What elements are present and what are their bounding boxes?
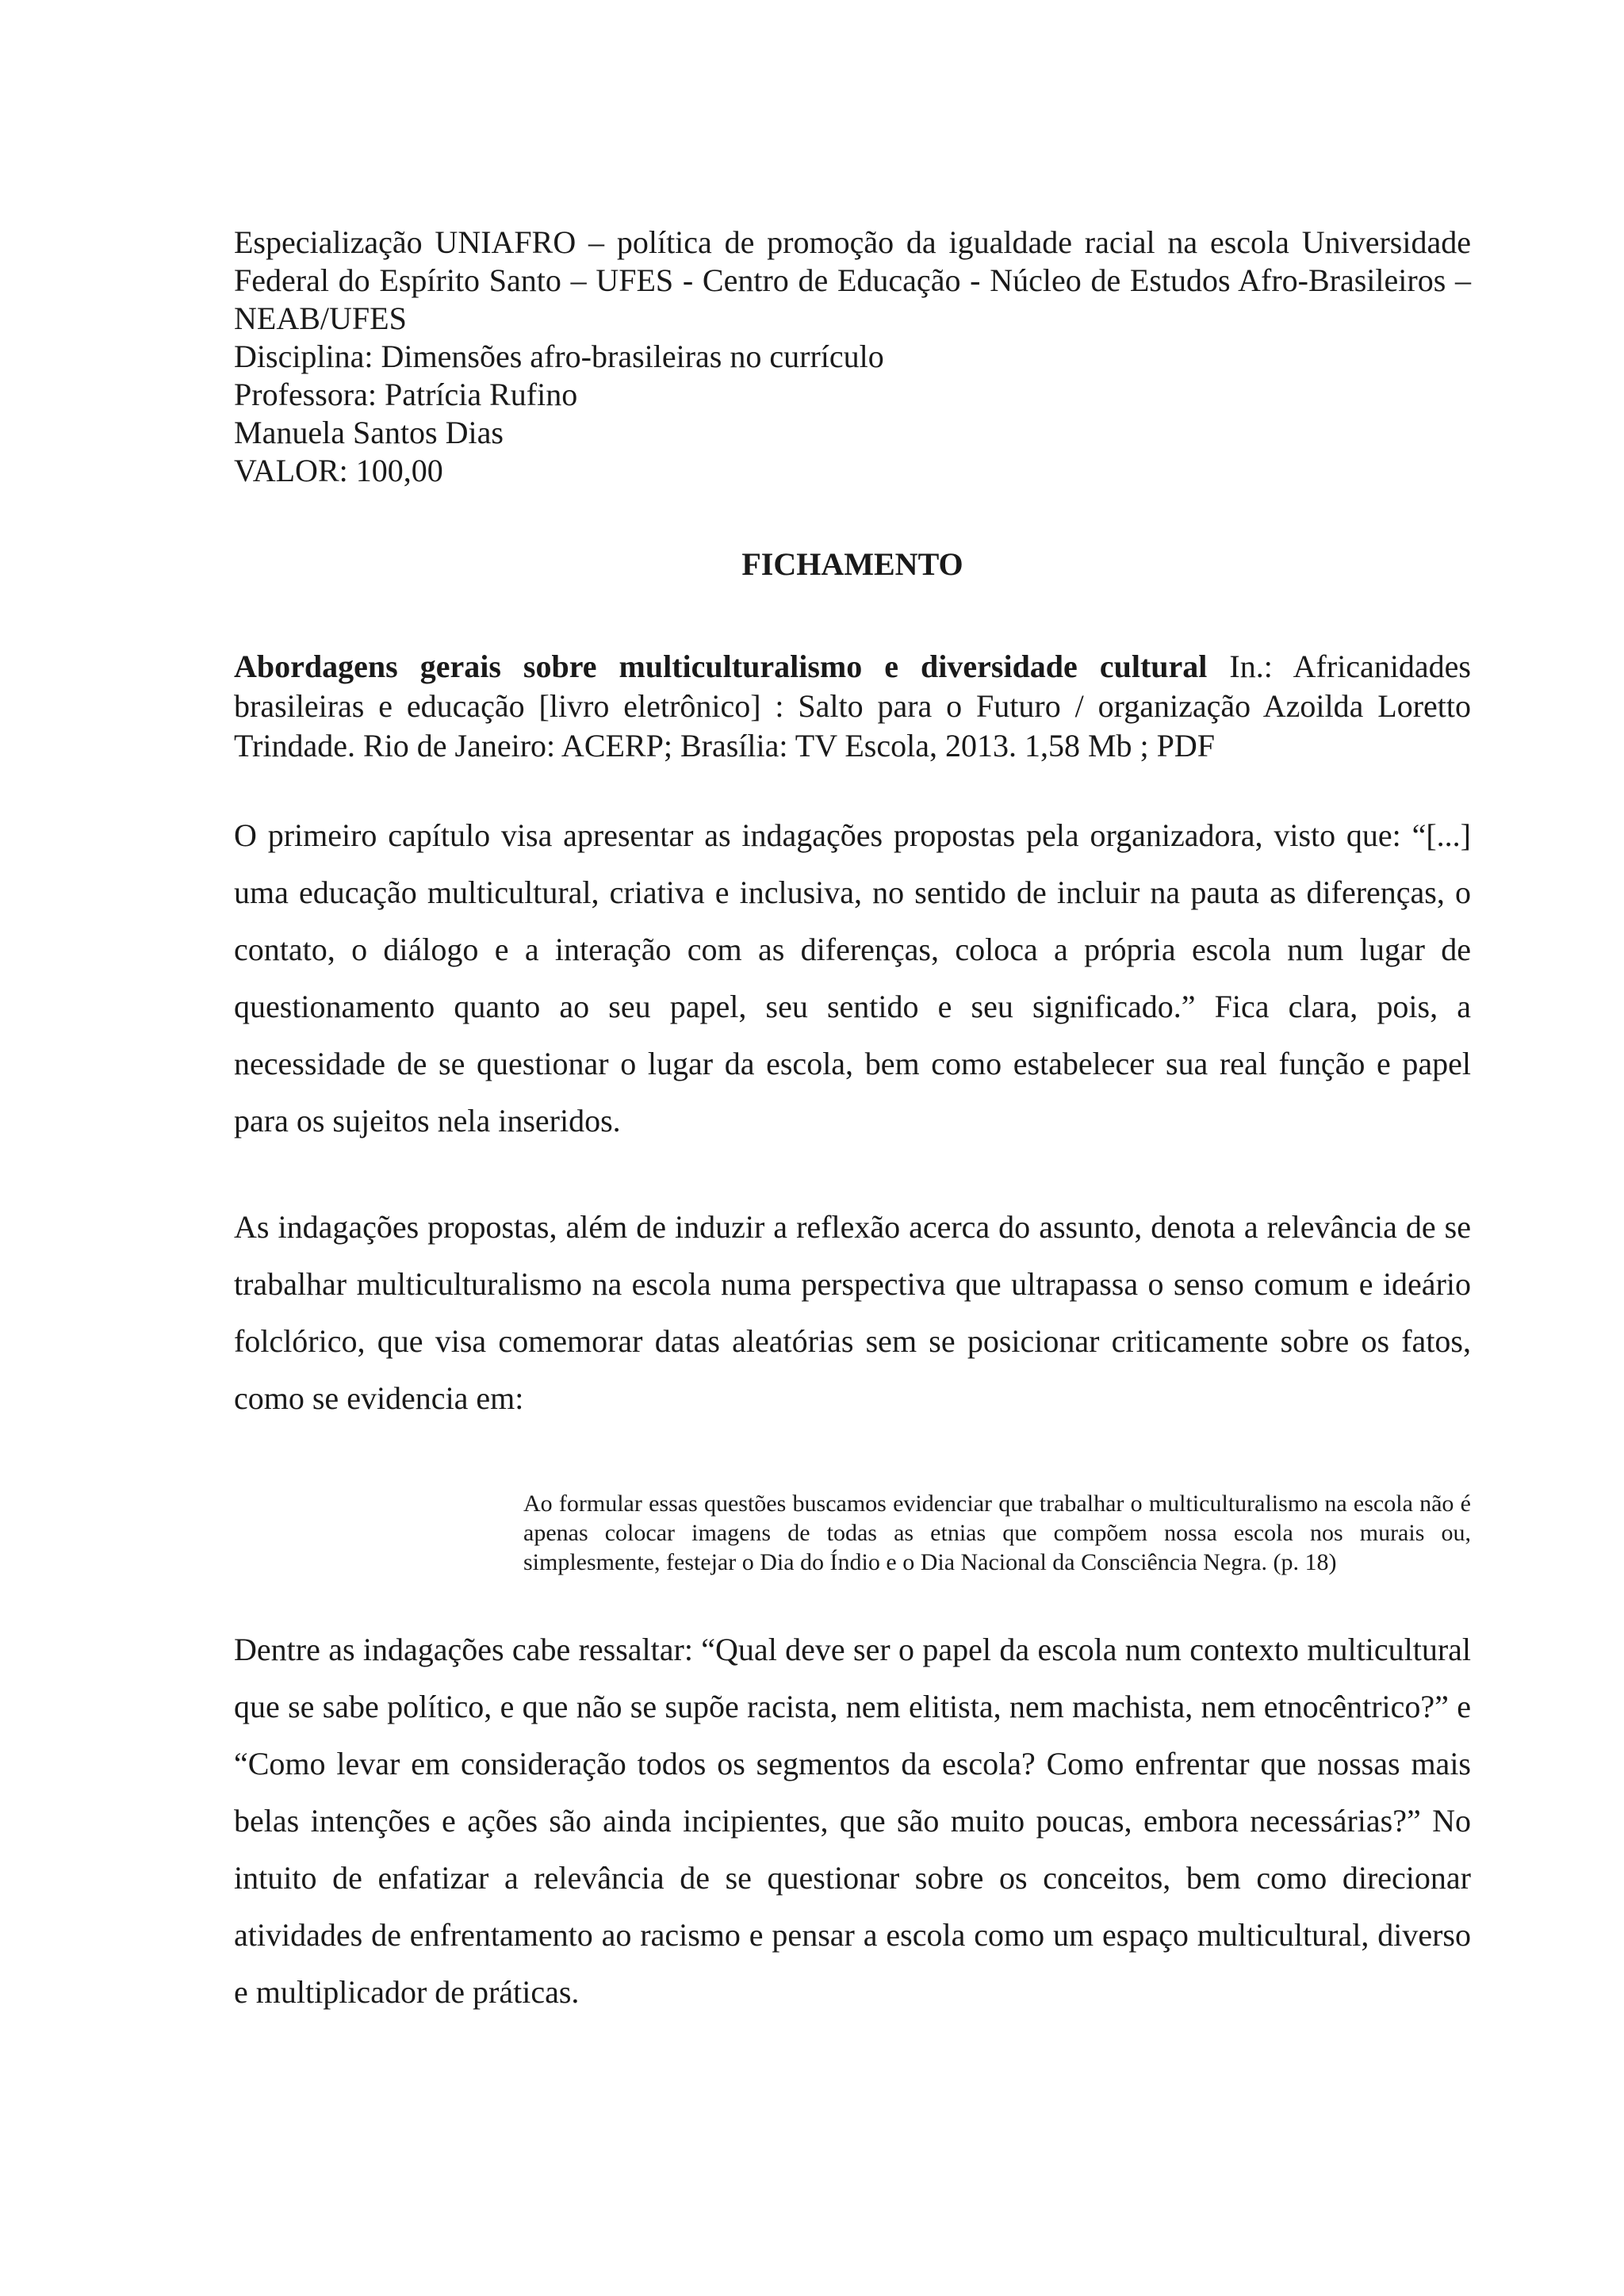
- reference-citation: In.: Africanidades brasileiras e educação [livro eletrônico] : Salto para o Futuro / organização Azoilda Loretto Trindade. Rio de Janeiro: ACERP; Brasília: TV Escola, 2013. 1,58 Mb ; PDF: [234, 649, 1471, 763]
- block-quote: Ao formular essas questões buscamos evidenciar que trabalhar o multiculturalismo na escola não é apenas colocar imagens de todas as etnias que compõem nossa escola nos murais ou, simplesmente, festejar o Dia do Índio e o Dia Nacional da Consciência Negra. (p. 18): [523, 1490, 1471, 1575]
- bibliographic-reference: [234, 647, 1471, 766]
- professor-line: Professora: Patrícia Rufino: [234, 377, 578, 412]
- reference-title: Abordagens gerais sobre multiculturalismo e diversidade cultural: [234, 649, 1208, 684]
- document-title: FICHAMENTO: [741, 546, 963, 582]
- value-line: VALOR: 100,00: [234, 453, 443, 488]
- institution-line: Especialização UNIAFRO – política de promoção da igualdade racial na escola Universidade Federal do Espírito Santo – UFES - Centro de Educação - Núcleo de Estudos Afro-Brasileiros – NEAB/UFES: [234, 224, 1471, 336]
- discipline-line: Disciplina: Dimensões afro-brasileiras no currículo: [234, 339, 884, 374]
- paragraph-2: As indagações propostas, além de induzir a reflexão acerca do assunto, denota a relevância de se trabalhar multiculturalismo na escola numa perspectiva que ultrapassa o senso comum e ideário folclórico, que visa comemorar datas aleatórias sem se posicionar criticamente sobre os fatos, como se evidencia em:: [234, 1209, 1471, 1416]
- document-page: [234, 224, 1471, 2021]
- paragraph-1: O primeiro capítulo visa apresentar as indagações propostas pela organizadora, visto que: “[...] uma educação multicultural, criativa e inclusiva, no sentido de incluir na pauta as diferenças, o contato, o diálogo e a interação com as diferenças, coloca a própria escola num lugar de questionamento quanto ao seu papel, seu sentido e seu significado.” Fica clara, pois, a necessidade de se questionar o lugar da escola, bem como estabelecer sua real função e papel para os sujeitos nela inseridos.: [234, 817, 1471, 1138]
- student-name: Manuela Santos Dias: [234, 415, 504, 450]
- paragraph-3: Dentre as indagações cabe ressaltar: “Qual deve ser o papel da escola num contexto multicultural que se sabe político, e que não se supõe racista, nem elitista, nem machista, nem etnocêntrico?” e “Como levar em consideração todos os segmentos da escola? Como enfrentar que nossas mais belas intenções e ações são ainda incipientes, que são muito poucas, embora necessárias?” No intuito de enfatizar a relevância de se questionar sobre os conceitos, bem como direcionar atividades de enfrentamento ao racismo e pensar a escola como um espaço multicultural, diverso e multiplicador de práticas.: [234, 1632, 1471, 2010]
